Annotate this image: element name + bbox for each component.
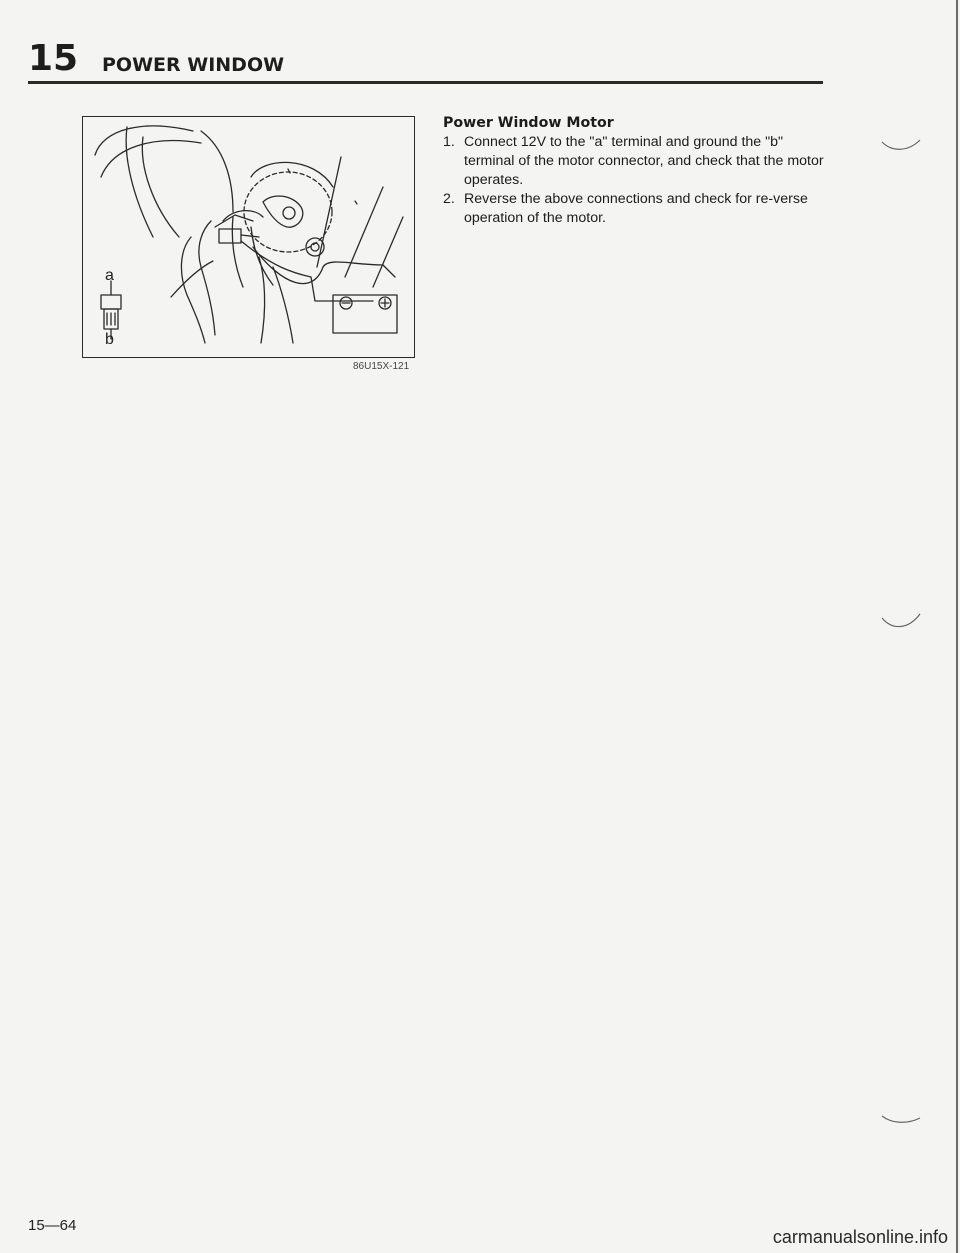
step-number: 1. [443,134,455,150]
chapter-title: POWER WINDOW [102,54,285,76]
motor-test-illustration [83,117,414,357]
connector-symbol [101,295,121,309]
procedure-section [443,114,829,228]
terminal-b-label: b [105,331,114,348]
step-number: 2. [443,191,455,207]
door-frame-line [126,127,153,237]
motor-connector [219,229,241,243]
margin-tick-mark [878,612,926,634]
site-watermark: carmanualsonline.info [772,1227,948,1247]
section-title: Power Window Motor [443,115,614,131]
step-text: Connect 12V to the "a" terminal and ground the "b" terminal of the motor connector, and check that the motor operates. [464,134,824,188]
procedure-step [443,190,829,228]
figure-code: 86U15X-121 [353,361,410,372]
page-number: 15—64 [28,1217,77,1234]
procedure-step [443,133,829,190]
lead-positive [253,247,395,284]
access-hole [244,172,332,252]
header-rule [28,81,823,84]
motor-test-figure [82,116,415,358]
step-text: Reverse the above connections and check for re-verse operation of the motor. [464,191,808,226]
hand-left [199,221,215,335]
margin-tick-mark [878,136,926,156]
chapter-number: 15 [28,38,79,79]
margin-tick-mark [878,1110,926,1130]
door-frame-line [101,141,201,177]
terminal-a-label: a [105,267,114,284]
procedure-steps [443,133,829,228]
page-edge [956,0,958,1253]
